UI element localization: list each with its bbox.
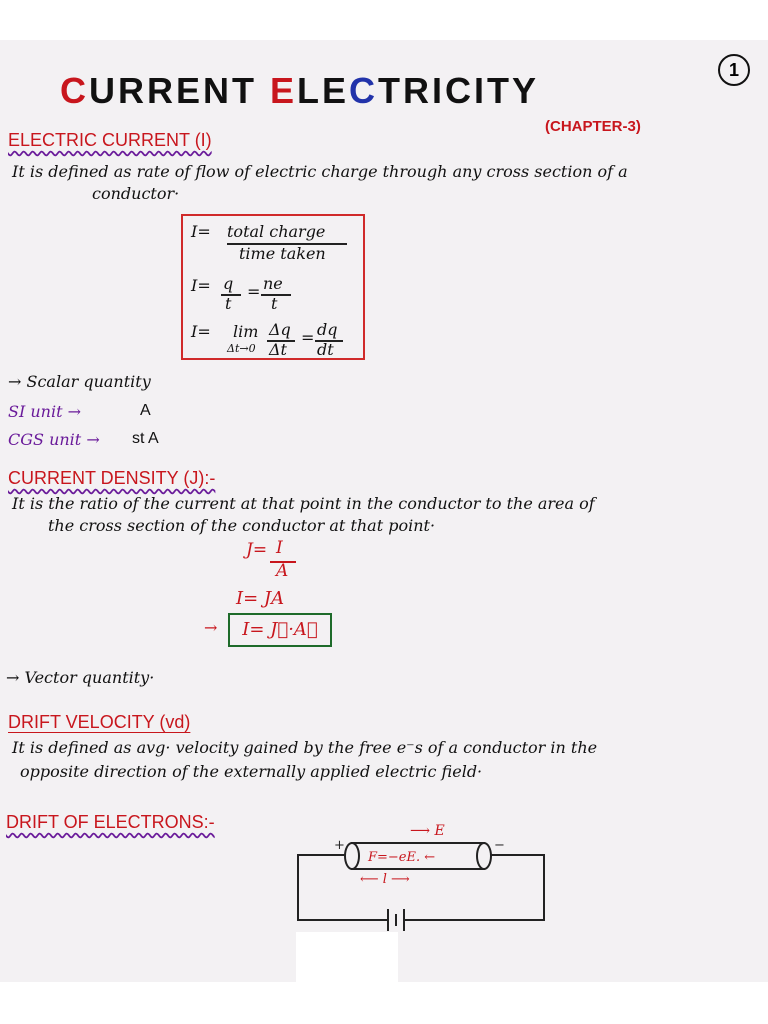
density-formula1-denominator: A (276, 561, 289, 581)
formula2-lhs: I= (191, 276, 211, 295)
force-label: F=−eE. ← (368, 850, 436, 865)
vector-quantity-note: → Vector quantity· (6, 668, 155, 687)
formula1-numerator: total charge (227, 222, 326, 241)
si-unit-value: A (140, 402, 151, 419)
conductor-cylinder-right-end (477, 843, 491, 869)
density-formula3-box: I= J⃗·A⃗ (228, 613, 332, 647)
page-number: 1 (718, 54, 750, 86)
current-formula-box (181, 214, 365, 360)
formula3-equals: = (301, 328, 315, 347)
masked-region (296, 932, 398, 984)
formula1-lhs: I= (191, 222, 211, 241)
page-title: CURRENT ELECTRICITY (60, 70, 540, 111)
cgs-unit-value: st A (132, 430, 159, 447)
density-formula1-lhs: J= (246, 540, 268, 560)
formula3-numerator2: dq (317, 320, 338, 339)
formula2-denominator2: t (271, 294, 278, 313)
electric-current-heading: ELECTRIC CURRENT (I) (8, 130, 212, 150)
current-density-heading: CURRENT DENSITY (J):- (8, 468, 216, 488)
formula3-denominator2: dt (317, 340, 334, 359)
field-label: ⟶ E (410, 823, 445, 839)
drift-velocity-definition-line1: It is defined as avg· velocity gained by the free e⁻s of a conductor in the (12, 738, 598, 757)
formula3-lhs: I= (191, 322, 211, 341)
formula2-denominator1: t (225, 294, 232, 313)
formula2-numerator1: q (223, 274, 234, 293)
si-unit-label: SI unit → (8, 402, 82, 421)
formula2-numerator2: ne (263, 274, 283, 293)
cgs-unit-label: CGS unit → (8, 430, 100, 449)
density-formula2: I= JA (236, 588, 285, 609)
scalar-quantity-note: → Scalar quantity (8, 372, 151, 391)
conductor-cylinder-left-end (345, 843, 359, 869)
drift-circuit-diagram (290, 815, 560, 945)
drift-of-electrons-heading: DRIFT OF ELECTRONS:- (6, 812, 215, 832)
plus-terminal: + (334, 838, 345, 853)
chapter-label: (CHAPTER-3) (545, 118, 641, 135)
density-formula1-numerator: I (276, 538, 283, 558)
formula3-numerator1: Δq (269, 320, 291, 339)
formula3-denominator1: Δt (269, 340, 287, 359)
drift-velocity-heading: DRIFT VELOCITY (vd) (8, 712, 191, 732)
current-density-definition-line2: the cross section of the conductor at that point· (48, 516, 436, 535)
formula3-limit-subscript: Δt→0 (227, 342, 256, 355)
formula2-equals: = (247, 282, 261, 301)
length-label: ⟵ l ⟶ (360, 872, 410, 887)
current-density-definition-line1: It is the ratio of the current at that point in the conductor to the area of (12, 494, 595, 513)
minus-terminal: − (494, 838, 505, 853)
formula3-lim: lim (233, 322, 259, 341)
electric-current-definition-line1: It is defined as rate of flow of electric charge through any cross section of a (12, 162, 628, 181)
circuit-wire-left (298, 855, 378, 920)
electric-current-definition-line2: conductor· (92, 184, 180, 203)
formula1-denominator: time taken (239, 244, 326, 263)
drift-velocity-definition-line2: opposite direction of the externally applied electric field· (20, 762, 483, 781)
density-formula3-arrow: → (204, 618, 218, 637)
